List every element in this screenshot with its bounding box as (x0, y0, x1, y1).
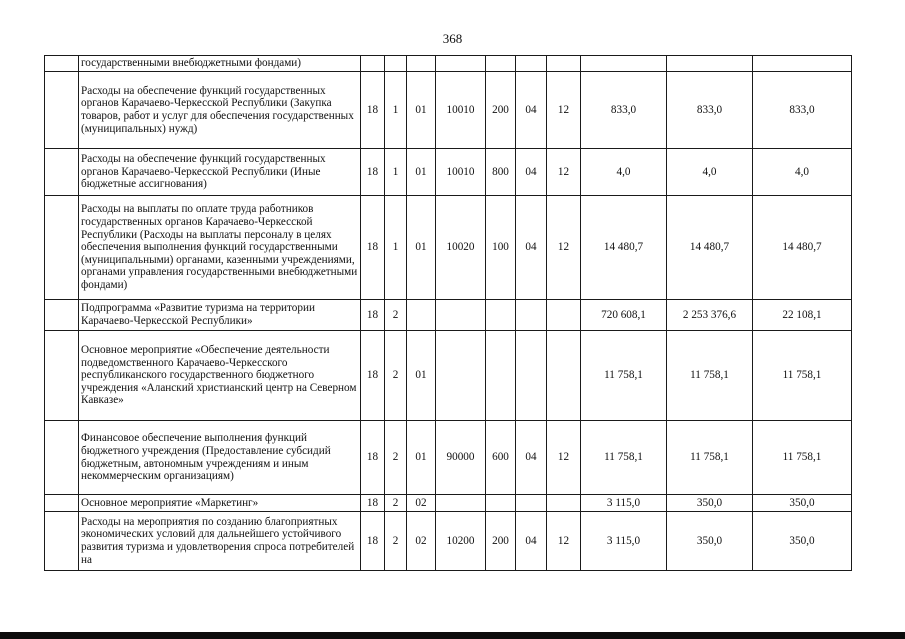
code-subsection (547, 300, 581, 331)
code-expense-type: 100 (486, 196, 516, 300)
budget-table (44, 55, 852, 571)
code-section (516, 56, 547, 72)
code-subsection: 12 (547, 149, 581, 196)
table-row (45, 196, 852, 300)
page-number: 368 (442, 31, 463, 46)
code-expense-type (486, 331, 516, 421)
code-ministry: 18 (361, 149, 385, 196)
amount-year-2: 14 480,7 (667, 196, 753, 300)
amount-year-1: 720 608,1 (581, 300, 667, 331)
row-blank-cell (45, 72, 79, 149)
amount-year-3: 14 480,7 (753, 196, 852, 300)
amount-year-3: 22 108,1 (753, 300, 852, 331)
amount-year-2 (667, 56, 753, 72)
amount-year-3: 11 758,1 (753, 331, 852, 421)
amount-year-2: 11 758,1 (667, 421, 753, 495)
amount-year-2: 350,0 (667, 495, 753, 512)
row-description: Расходы на выплаты по оплате труда работников государственных органов Карачаево-Черкесской Республики (Расходы на выплаты персоналу в целях обеспечения выполнения функций государственными (муниципальными) органами, казенными учреждениями, органами управления государственными внебюджетными фондами) (79, 196, 361, 300)
code-section: 04 (516, 72, 547, 149)
code-section: 04 (516, 196, 547, 300)
amount-year-3: 350,0 (753, 512, 852, 571)
code-section (516, 331, 547, 421)
code-subsection: 12 (547, 421, 581, 495)
code-subsection (547, 56, 581, 72)
row-description: Основное мероприятие «Маркетинг» (79, 495, 361, 512)
code-program: 1 (385, 196, 407, 300)
code-subprogram: 02 (407, 495, 436, 512)
code-ministry (361, 56, 385, 72)
table-row (45, 495, 852, 512)
table-row (45, 56, 852, 72)
code-program: 2 (385, 512, 407, 571)
row-blank-cell (45, 331, 79, 421)
row-description: Расходы на мероприятия по созданию благоприятных экономических условий для дальнейшего устойчивого развития туризма и удовлетворения спроса потребителей на (79, 512, 361, 571)
row-description: государственными внебюджетными фондами) (79, 56, 361, 72)
amount-year-2: 2 253 376,6 (667, 300, 753, 331)
code-expense-type: 600 (486, 421, 516, 495)
code-subprogram (407, 56, 436, 72)
code-subprogram: 02 (407, 512, 436, 571)
table-row (45, 300, 852, 331)
code-program: 2 (385, 421, 407, 495)
table-row (45, 421, 852, 495)
row-blank-cell (45, 512, 79, 571)
code-subsection: 12 (547, 512, 581, 571)
code-program: 2 (385, 300, 407, 331)
code-section: 04 (516, 421, 547, 495)
code-direction: 10020 (436, 196, 486, 300)
scan-bottom-edge (0, 632, 905, 639)
code-subprogram (407, 300, 436, 331)
code-program: 2 (385, 331, 407, 421)
code-direction (436, 56, 486, 72)
code-subprogram: 01 (407, 72, 436, 149)
code-subsection (547, 331, 581, 421)
amount-year-1: 14 480,7 (581, 196, 667, 300)
row-description: Финансовое обеспечение выполнения функций бюджетного учреждения (Предоставление субсидий бюджетным, автономным учреждениям и иным некоммерческим организациям) (79, 421, 361, 495)
row-description: Расходы на обеспечение функций государственных органов Карачаево-Черкесской Республики (Закупка товаров, работ и услуг для обеспечения государственных (муниципальных) нужд) (79, 72, 361, 149)
code-program: 1 (385, 72, 407, 149)
amount-year-1: 3 115,0 (581, 495, 667, 512)
amount-year-3: 350,0 (753, 495, 852, 512)
row-description: Расходы на обеспечение функций государственных органов Карачаево-Черкесской Республики (Иные бюджетные ассигнования) (79, 149, 361, 196)
amount-year-2: 833,0 (667, 72, 753, 149)
code-direction (436, 331, 486, 421)
row-description: Подпрограмма «Развитие туризма на территории Карачаево-Черкесской Республики» (79, 300, 361, 331)
amount-year-3 (753, 56, 852, 72)
amount-year-3: 4,0 (753, 149, 852, 196)
code-section (516, 300, 547, 331)
code-ministry: 18 (361, 331, 385, 421)
code-direction: 10010 (436, 149, 486, 196)
code-ministry: 18 (361, 421, 385, 495)
row-description: Основное мероприятие «Обеспечение деятельности подведомственного Карачаево-Черкесского республиканского государственного бюджетного учреждения «Аланский христианский центр на Северном Кавказе» (79, 331, 361, 421)
amount-year-1: 3 115,0 (581, 512, 667, 571)
amount-year-2: 11 758,1 (667, 331, 753, 421)
code-program: 2 (385, 495, 407, 512)
table-body (45, 56, 852, 571)
code-subprogram: 01 (407, 196, 436, 300)
amount-year-1 (581, 56, 667, 72)
amount-year-1: 833,0 (581, 72, 667, 149)
amount-year-2: 4,0 (667, 149, 753, 196)
code-subprogram: 01 (407, 149, 436, 196)
amount-year-3: 11 758,1 (753, 421, 852, 495)
code-expense-type (486, 300, 516, 331)
code-section (516, 495, 547, 512)
code-direction: 90000 (436, 421, 486, 495)
row-blank-cell (45, 300, 79, 331)
code-expense-type: 800 (486, 149, 516, 196)
row-blank-cell (45, 149, 79, 196)
row-blank-cell (45, 421, 79, 495)
code-expense-type: 200 (486, 512, 516, 571)
code-direction: 10010 (436, 72, 486, 149)
row-blank-cell (45, 56, 79, 72)
amount-year-1: 11 758,1 (581, 421, 667, 495)
code-ministry: 18 (361, 300, 385, 331)
code-program: 1 (385, 149, 407, 196)
row-blank-cell (45, 196, 79, 300)
amount-year-3: 833,0 (753, 72, 852, 149)
code-section: 04 (516, 512, 547, 571)
table-row (45, 512, 852, 571)
code-section: 04 (516, 149, 547, 196)
code-direction (436, 495, 486, 512)
code-subsection: 12 (547, 196, 581, 300)
code-direction: 10200 (436, 512, 486, 571)
code-subsection: 12 (547, 72, 581, 149)
row-blank-cell (45, 495, 79, 512)
code-ministry: 18 (361, 196, 385, 300)
table-row (45, 72, 852, 149)
code-subprogram: 01 (407, 421, 436, 495)
code-ministry: 18 (361, 495, 385, 512)
code-subprogram: 01 (407, 331, 436, 421)
code-expense-type (486, 495, 516, 512)
table-row (45, 331, 852, 421)
code-expense-type (486, 56, 516, 72)
code-subsection (547, 495, 581, 512)
code-expense-type: 200 (486, 72, 516, 149)
amount-year-1: 4,0 (581, 149, 667, 196)
code-program (385, 56, 407, 72)
amount-year-2: 350,0 (667, 512, 753, 571)
amount-year-1: 11 758,1 (581, 331, 667, 421)
code-ministry: 18 (361, 512, 385, 571)
code-ministry: 18 (361, 72, 385, 149)
code-direction (436, 300, 486, 331)
table-row (45, 149, 852, 196)
